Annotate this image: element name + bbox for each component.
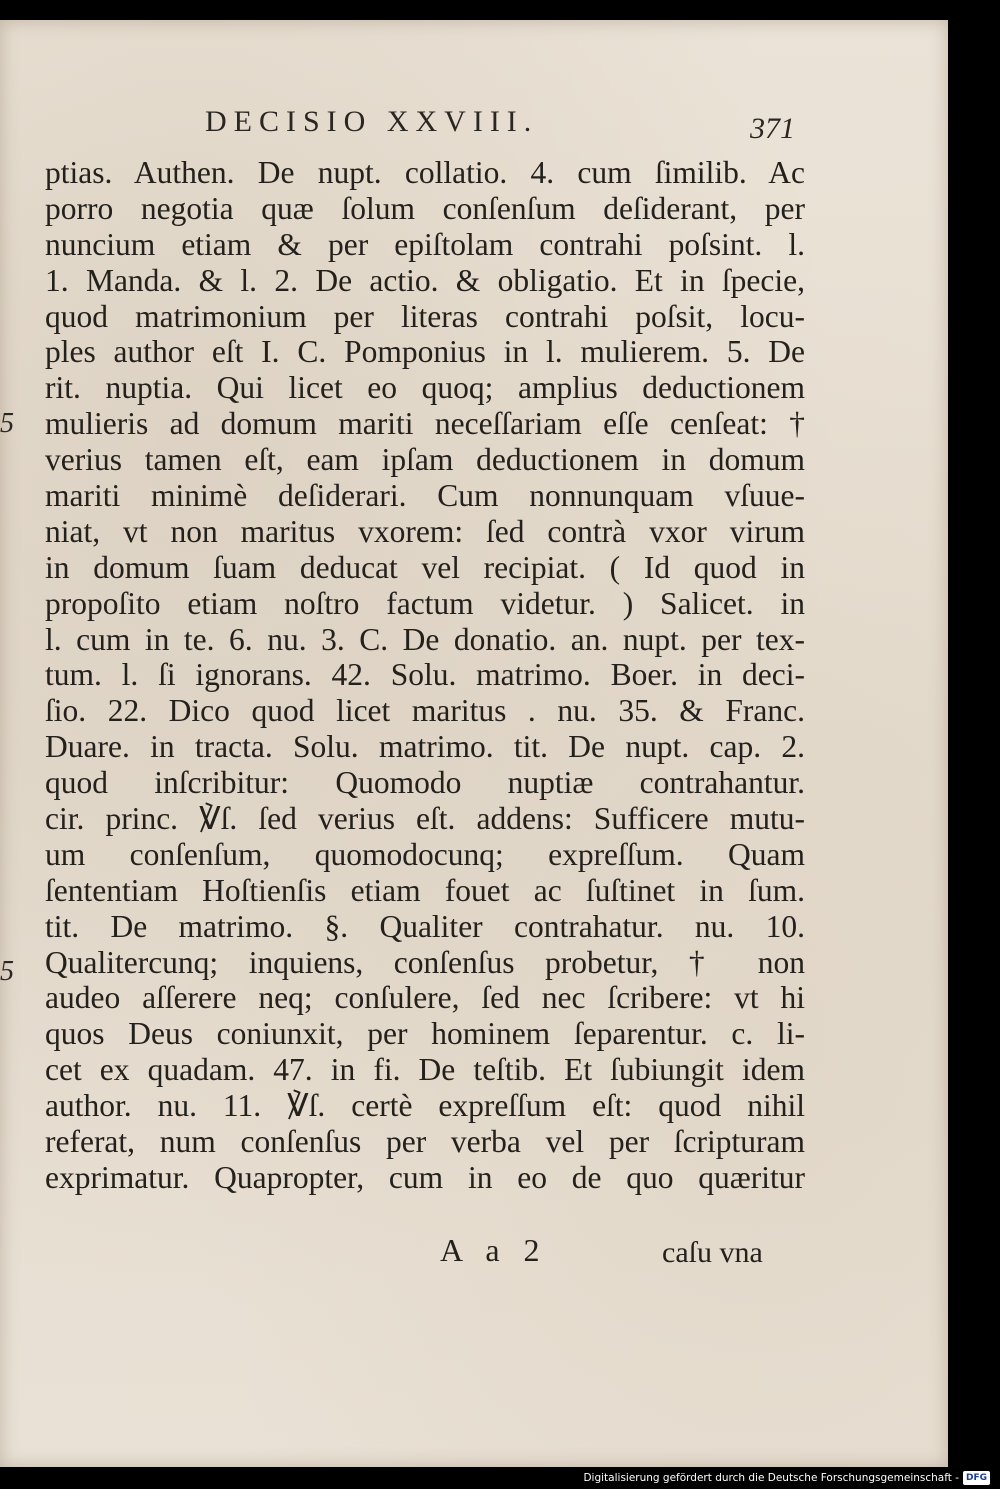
- text-line: audeo aſſerere neq; conſulere, ſed nec ſcribere: vt hi: [45, 980, 805, 1016]
- text-line: exprimatur. Quapropter, cum in eo de quo quæritur: [45, 1159, 805, 1195]
- text-line: Duare. in tracta. Solu. matrimo. tit. De nupt. cap. 2.: [45, 729, 805, 765]
- page-number: 371: [750, 112, 795, 145]
- text-line: tum. l. ſi ignorans. 42. Solu. matrimo. Boer. in deci-: [45, 657, 805, 693]
- credit-text: Digitalisierung gefördert durch die Deutsche Forschungsgemeinschaft -: [583, 1472, 959, 1484]
- text-line: tit. De matrimo. §. Qualiter contrahatur. nu. 10.: [45, 908, 805, 944]
- text-line: um conſenſum, quomodocunq; expreſſum. Quam: [45, 836, 805, 872]
- text-line: ſio. 22. Dico quod licet maritus . nu. 35. & Franc.: [45, 693, 805, 729]
- body-text: [45, 155, 805, 1196]
- text-line: quod matrimonium per literas contrahi poſsit, locu-: [45, 298, 805, 334]
- text-line: propoſito etiam noſtro factum videtur. ) Salicet. in: [45, 585, 805, 621]
- text-line: niat, vt non maritus vxorem: ſed contrà vxor virum: [45, 513, 805, 549]
- digitization-credit: [583, 1469, 990, 1487]
- text-line: cet ex quadam. 47. in fi. De teſtib. Et ſubiungit idem: [45, 1052, 805, 1088]
- text-line: mulieris ad domum mariti neceſſariam eſſe cenſeat: †: [45, 406, 805, 442]
- running-head: DECISIO XXVIII.: [205, 105, 539, 138]
- text-line: ptias. Authen. De nupt. collatio. 4. cum ſimilib. Ac: [45, 155, 805, 190]
- text-line: l. cum in te. 6. nu. 3. C. De donatio. an. nupt. per tex-: [45, 621, 805, 657]
- catchword: caſu vna: [662, 1236, 763, 1269]
- margin-note-mark: 5: [0, 408, 14, 439]
- dfg-logo-icon: DFG: [963, 1471, 990, 1485]
- text-line: quod inſcribitur: Quomodo nuptiæ contrahantur.: [45, 765, 805, 801]
- margin-note-mark: 5: [0, 956, 14, 987]
- text-line: verius tamen eſt, eam ipſam deductionem in domum: [45, 442, 805, 478]
- text-line: porro negotia quæ ſolum conſenſum deſiderant, per: [45, 190, 805, 226]
- text-line: cir. princ. ℣ſ. ſed verius eſt. addens: Sufficere mutu-: [45, 801, 805, 837]
- text-line: 1. Manda. & l. 2. De actio. & obligatio. Et in ſpecie,: [45, 262, 805, 298]
- text-line: ſententiam Hoſtienſis etiam fouet ac ſuſtinet in ſum.: [45, 872, 805, 908]
- text-line: quos Deus coniunxit, per hominem ſeparentur. c. li-: [45, 1016, 805, 1052]
- text-line: author. nu. 11. ℣ſ. certè expreſſum eſt: quod nihil: [45, 1088, 805, 1124]
- text-line: in domum ſuam deducat vel recipiat. ( Id quod in: [45, 549, 805, 585]
- text-line: mariti minimè deſiderari. Cum nonnunquam vſuue-: [45, 478, 805, 514]
- text-line: nuncium etiam & per epiſtolam contrahi poſsint. l.: [45, 226, 805, 262]
- text-line: rit. nuptia. Qui licet eo quoq; amplius deductionem: [45, 370, 805, 406]
- text-line: Qualitercunq; inquiens, conſenſus probetur, † non: [45, 944, 805, 980]
- text-line: referat, num conſenſus per verba vel per ſcripturam: [45, 1124, 805, 1160]
- signature-mark: A a 2: [440, 1232, 548, 1268]
- text-line: ples author eſt I. C. Pomponius in l. mulierem. 5. De: [45, 334, 805, 370]
